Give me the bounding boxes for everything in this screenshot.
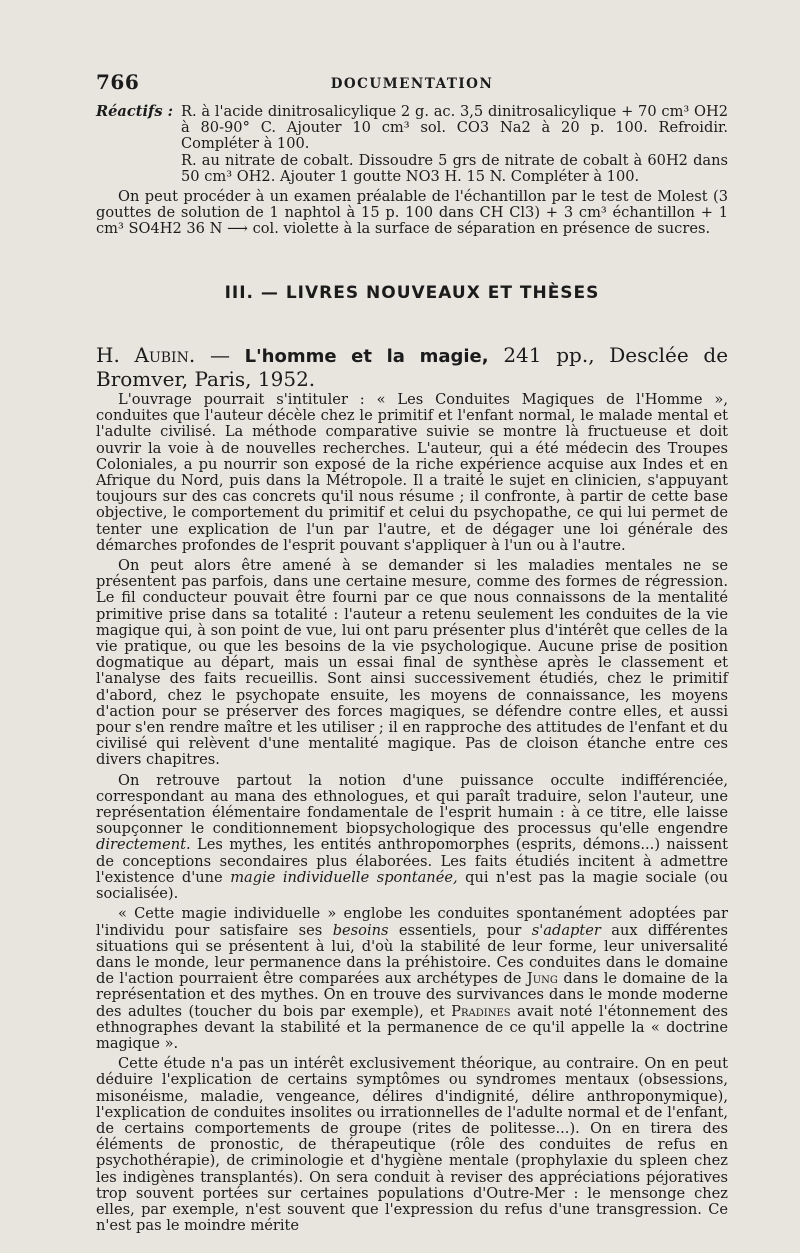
- p4-text-b: essentiels, pour: [398, 921, 522, 939]
- reagents-block: [96, 104, 728, 185]
- p4-italic-adapter: s'adapter: [531, 921, 601, 939]
- molest-test-paragraph: On peut procéder à un examen préalable de l'échantillon par le test de Molest (3 gouttes de solution de 1 naphtol à 15 p. 100 dans CH Cl3) + 3 cm³ échantillon + 1 cm³ SO4H2 36 N ⟶ col. violette à la surface de séparation en présence de sucres.: [96, 188, 728, 238]
- top-text-block: [96, 104, 728, 238]
- page-number: 766: [96, 70, 140, 94]
- review-paragraph-4: [96, 906, 728, 1052]
- p3-italic-directement: directement.: [96, 836, 191, 854]
- book-author: H. Aubin.: [96, 343, 196, 367]
- p4-text-d: dans le domaine de la représentation et des mythes. On en trouve des survivances dans le monde moderne des adultes (toucher du bois par exemple), et: [96, 970, 729, 1020]
- book-dash: —: [209, 343, 230, 367]
- p3-text-a: On retrouve partout la notion d'une puissance occulte indifférenciée, correspondant au mana des ethnologues, et qui paraît traduire, selon l'auteur, une représentation élémentaire fondamentale de l'esprit humain : à ce titre, elle laisse soupçonner le conditionnement biopsychologique des processus qu'elle engendre: [96, 771, 728, 838]
- review-paragraph-5: Cette étude n'a pas un intérêt exclusivement théorique, au contraire. On en peut déduire l'explication de certains symptômes ou syndromes mentaux (obsessions, misonéisme, maladie, vengeance, délires d'indignité, délire anthroponymique), l'explication de conduites insolites ou irrationnelles de l'adulte normal et de l'enfant, de certains comportements de groupe (rites de politesse...). On en tirera des éléments de pronostic, de thérapeutique (rôle des conduites de refus en psychothérapie), de criminologie et d'hygiène mentale (prophylaxie du spleen chez les indigènes transplantés). On sera conduit à reviser des appréciations péjoratives trop souvent portées sur certaines populations d'Outre-Mer : le mensonge chez elles, par exemple, n'est souvent que l'expression du refus d'une transgression. Ce n'est pas le moindre mérite: [96, 1055, 728, 1235]
- p4-name-jung: Jung: [526, 970, 558, 988]
- page-header: [96, 68, 728, 98]
- p3-text-c: qui n'est pas la magie sociale (ou socialisée).: [96, 868, 729, 903]
- reagents-label: Réactifs :: [96, 103, 174, 120]
- book-reference: [96, 344, 728, 390]
- reagent-dinitrosalicylic: R. à l'acide dinitrosalicylique 2 g. ac. 3,5 dinitrosalicylique + 70 cm³ OH2 à 80-90° C. Ajouter 10 cm³ sol. CO3 Na2 à 20 p. 100. Refroidir. Compléter à 100.: [181, 103, 728, 153]
- review-paragraph-2: On peut alors être amené à se demander si les maladies mentales ne se présentent pas parfois, dans une certaine mesure, comme des formes de régression. Le fil conducteur pouvait être fourni par ce que nous connaissons de la mentalité primitive prise dans sa totalité : l'auteur a retenu seulement les conduites de la vie magique qui, à son point de vue, lui ont paru présenter plus d'intérêt que celles de la vie pratique, ou que les besoins de la vie psychologique. Aucune prise de position dogmatique au départ, mais un essai final de synthèse après le classement et l'analyse des faits recueillis. Sont ainsi successivement étudiés, chez le primitif d'abord, chez le psychopate ensuite, les moyens de connaissance, les moyens d'action pour se préserver des forces magiques, se défendre contre elles, et aussi pour s'en rendre maître et les utiliser ; il en rapproche des attitudes de l'enfant et du civilisé qui relèvent d'une mentalité magique. Pas de cloison étanche entre ces divers chapitres.: [96, 557, 728, 769]
- review-paragraph-3: [96, 773, 728, 903]
- p4-text-c: aux différentes situations qui se présentent à lui, d'où la stabilité de leur forme, leur universalité dans le monde, leur permanence dans la préhistoire. Ces conduites dans le domaine de l'action pourraient être comparées aux archétypes de: [96, 921, 728, 988]
- p3-italic-magie: magie individuelle spontanée,: [230, 868, 458, 886]
- p3-text-b: Les mythes, les entités anthropomorphes (esprits, démons...) naissent de conceptions secondaires plus élaborées. Les faits étudiés incitent à admettre l'existence d'une: [96, 836, 729, 886]
- review-text: [96, 392, 728, 1238]
- reagents-list: [181, 104, 728, 185]
- p4-text-e: avait noté l'étonnement des ethnographes devant la stabilité et la permanence de ce qu'il appelle la « doctrine magique ».: [96, 1002, 729, 1052]
- review-paragraph-1: L'ouvrage pourrait s'intituler : « Les Conduites Magiques de l'Homme », conduites que l'auteur décèle chez le primitif et l'enfant normal, le malade mental et l'adulte civilisé. La méthode comparative suivie se montre là fructueuse et doit ouvrir la voie à de nouvelles recherches. L'auteur, qui a été médecin des Troupes Coloniales, a pu nourrir son exposé de la riche expérience acquise aux Indes et en Afrique du Nord, puis dans la Métropole. Il a traité le sujet en clinicien, s'appuyant toujours sur des cas concrets qu'il nous résume ; il confronte, à partir de cette base objective, le comportement du primitif et celui du psychopathe, ce qui lui permet de tenter une explication de l'un par l'autre, et de dégager une loi générale des démarches profondes de l'esprit pouvant s'appliquer à l'un ou à l'autre.: [96, 391, 728, 554]
- running-title: DOCUMENTATION: [330, 76, 494, 92]
- section-heading: III. — LIVRES NOUVEAUX ET THÈSES: [224, 283, 600, 303]
- reagent-cobalt-nitrate: R. au nitrate de cobalt. Dissoudre 5 grs de nitrate de cobalt à 60H2 dans 50 cm³ OH2. Ajouter 1 goutte NO3 H. 15 N. Compléter à 100.: [181, 151, 728, 185]
- p4-italic-besoins: besoins: [332, 921, 389, 939]
- p4-text-a: « Cette magie individuelle » englobe les conduites spontanément adoptées par l'individu pour satisfaire ses: [96, 905, 728, 939]
- p4-name-pradines: Pradines: [451, 1002, 511, 1020]
- book-details: 241 pp., Desclée de Bromver, Paris, 1952.: [96, 343, 729, 391]
- book-title: L'homme et la magie,: [244, 346, 489, 367]
